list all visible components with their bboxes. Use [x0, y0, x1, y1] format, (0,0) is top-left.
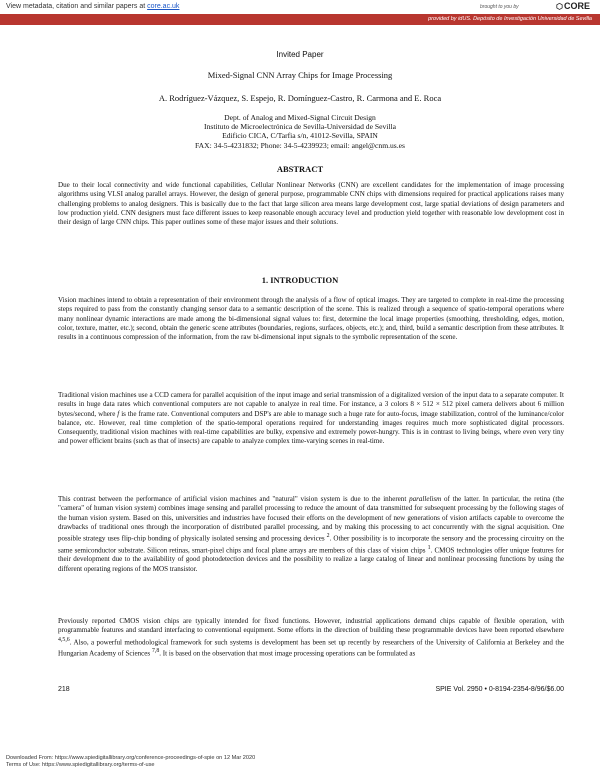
- core-logo-text: CORE: [563, 1, 590, 11]
- p4-text-a: Previously reported CMOS vision chips are typically intended for fixed functions. However, industrial applications demand chips capable of flexible operation, with programmable features and standard interfacing to conventional equipment. Some efforts in the direction of building these programmable devices have been reported elsewhere: [58, 617, 564, 635]
- terms-of-use-line: Terms of Use: https://www.spiedigitallibrary.org/terms-of-use: [6, 762, 155, 768]
- paper-title: Mixed-Signal CNN Array Chips for Image Processing: [207, 70, 393, 80]
- paper-authors: A. Rodríguez-Vázquez, S. Espejo, R. Domínguez-Castro, R. Carmona and E. Roca: [158, 93, 442, 103]
- invited-paper-label: Invited Paper: [276, 50, 324, 59]
- affiliation-dept: Dept. of Analog and Mixed-Signal Circuit Design: [224, 113, 376, 122]
- core-site-link[interactable]: core.ac.uk: [147, 3, 180, 10]
- intro-paragraph-1: Vision machines intend to obtain a representation of their environment through the analysis of a flow of optical images. They are targeted to complete in real-time the processing steps required to pass from the constantly changing sensor data to a semantic description of the scene. This is realized through a sequence of spatio-temporal operations where many nonlinear dynamic interactions are made among the bi-dimensional signal values to: first, determine the local image properties (smoothing, thresholding, edges, motion, color, texture, matter, etc.); second, obtain the generic scene attributes (boundaries, regions, surfaces, objects, etc.); and, third, build a semantic description from these attributes. It results in a continuous compression of the information, from the raw bi-dimensional input signals to the symbolic representation of the scene.: [58, 296, 564, 342]
- core-metadata-link[interactable]: [6, 3, 179, 10]
- p4-text-c: . It is based on the observation that most image processing operations can be formulated as: [159, 649, 416, 658]
- p3-text-a: This contrast between the performance of artificial vision machines and "natural" vision system is due to the inherent: [58, 495, 410, 503]
- affiliation-block: [0, 113, 600, 150]
- p3-text-c: . Other possibility is to incorporate the sensory and the processing circuitry on the same semiconductor substrate. Silicon retinas, smart-pixel chips and focal plane arrays are members of this class of vision chips: [58, 534, 564, 555]
- intro-paragraph-4: [58, 617, 564, 659]
- core-logo-icon: ⬡: [556, 2, 563, 11]
- intro-paragraph-2: [58, 391, 564, 447]
- citation-ref: 1: [427, 544, 431, 551]
- p2-text-a: Traditional vision machines use a CCD camera for parallel acquisition of the input image and serial transmission of a digitalized version of the input data to a separate computer. It results in huge data rates which conventional computers are not capable to analyze in real time. For instance, a 3 colors 8 × 512 × 512 pixel camera delivers about 6 million bytes/second, where: [58, 391, 564, 418]
- citation-ref: 4,5,6: [58, 636, 70, 643]
- provided-by-text: provided by idUS. Depósito de Investigación Universidad de Sevilla: [428, 16, 592, 22]
- core-logo[interactable]: [556, 1, 590, 11]
- p3-text-b: of the latter. In particular, the retina (the "camera" of human vision system) combines image sensing and parallel processing to reduce the amount of data transmitted for subsequent processing by the following stages of the human vision system. Based on this, universities and industries have focused their efforts on the development of new generations of vision artifacts capable to overcome the drawbacks of traditional ones through the incorporation of distributed parallel processing, and by making this processing to act concurrently with the signal acquisition. One possible strategy uses flip-chip bonding of physically isolated sensing and processing devices: [58, 495, 564, 543]
- citation-ref: 7,8: [151, 648, 160, 655]
- p3-text-d: . CMOS technologies offer unique features for their development due to the availability of good photodetection devices and the possibility to realize a large catalog of linear and nonlinear processing functions by using the different operating regions of the MOS transistor.: [58, 546, 564, 573]
- introduction-heading: 1. INTRODUCTION: [261, 275, 339, 285]
- provider-bar: [0, 14, 600, 25]
- frame-rate-variable: f: [117, 409, 120, 418]
- affiliation-contact: FAX: 34-5-4231832; Phone: 34-5-4239923; email: angel@cnm.us.es: [195, 140, 405, 150]
- affiliation-address: Edificio CICA, C/Tarfia s/n, 41012-Sevilla, SPAIN: [222, 131, 378, 141]
- p3-emphasis: parallelism: [409, 495, 442, 503]
- page-number: 218: [58, 686, 70, 693]
- download-notice: [6, 755, 255, 769]
- p4-text-b: . Also, a powerful methodological framework for such systems is development has been set up recently by researchers of the University of California at Berkeley and the Hungarian Academy of Sciences: [58, 637, 564, 658]
- abstract-heading: ABSTRACT: [276, 164, 324, 174]
- spie-volume-info: SPIE Vol. 2950 • 0-8194-2354-8/96/$6.00: [435, 686, 564, 693]
- metadata-link-prefix: View metadata, citation and similar papers at: [6, 3, 148, 10]
- download-source-line: Downloaded From: https://www.spiedigitallibrary.org/conference-proceedings-of-spie on 12 Mar 2020: [6, 755, 256, 761]
- brought-to-you-text: brought to you by: [480, 4, 519, 10]
- p2-text-b: is the frame rate. Conventional computers and DSP's are able to manage such a huge rate for auto-focus, image stabilization, control of the luminance/color balance, etc. However, real time completion of the spatio-temporal operations required for understanding images requires much more sophisticated digital processors. Consequently, traditional vision machines with real-time capabilities are bulky, expensive and extremely power-hungry. This is in contrast to living beings, where even very tiny and power efficient brains (such as that of insects) are capable to analyze complex time-varying scenes in real-time.: [58, 409, 564, 446]
- abstract-text: Due to their local connectivity and wide functional capabilities, Cellular Nonlinear Networks (CNN) are excellent candidates for the implementation of image processing algorithms using VLSI analog parallel arrays. However, the design of general purpose, programmable CNN chips with dimensions required for practical applications raises many challenging problems to analog designers. This is basically due to the fact that large silicon area means large development cost, large spatial deviations of design parameters and low production yield. CNN designers must face different issues to keep reasonable enough accuracy level and production yield together with reasonable low development cost in their design of large CNN chips. This paper outlines some of these major issues and their solutions.: [58, 181, 564, 227]
- citation-ref: 2: [326, 533, 330, 540]
- affiliation-institute: Instituto de Microelectrónica de Sevilla-Universidad de Sevilla: [204, 122, 396, 132]
- intro-paragraph-3: [58, 495, 564, 574]
- core-banner: [0, 0, 600, 26]
